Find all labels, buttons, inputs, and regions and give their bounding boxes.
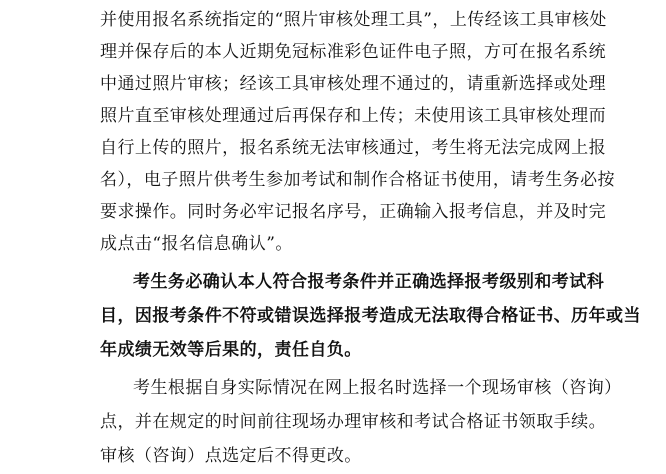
text-line: 年成绩无效等后果的，责任自负。	[100, 340, 362, 360]
text-line: 考生务必确认本人符合报考条件并正确选择报考级别和考试科	[133, 272, 605, 292]
text-line: 成点击“报名信息确认”。	[100, 234, 293, 254]
text-line: 自行上传的照片，报名系统无法审核通过，考生将无法完成网上报	[100, 138, 607, 158]
text-line: 名），电子照片供考生参加考试和制作合格证书使用，请考生务必按	[100, 170, 615, 190]
text-line: 考生根据自身实际情况在网上报名时选择一个现场审核（咨询）	[133, 378, 622, 398]
text-line: 要求操作。同时务必牢记报名序号，正确输入报考信息，并及时完	[100, 202, 607, 222]
text-line: 目，因报考条件不符或错误选择报考造成无法取得合格证书、历年或当	[100, 306, 641, 326]
text-line: 照片直至审核处理通过后再保存和上传；未使用该工具审核处理而	[100, 106, 607, 126]
text-line: 并使用报名系统指定的“照片审核处理工具”，上传经该工具审核处	[100, 10, 607, 30]
text-line: 理并保存后的本人近期免冠标准彩色证件电子照，方可在报名系统	[100, 42, 607, 62]
text-line: 中通过照片审核；经该工具审核处理不通过的，请重新选择或处理	[100, 74, 607, 94]
text-line: 审核（咨询）点选定后不得更改。	[100, 446, 362, 466]
text-line: 点，并在规定的时间前往现场办理审核和考试合格证书领取手续。	[100, 412, 607, 432]
